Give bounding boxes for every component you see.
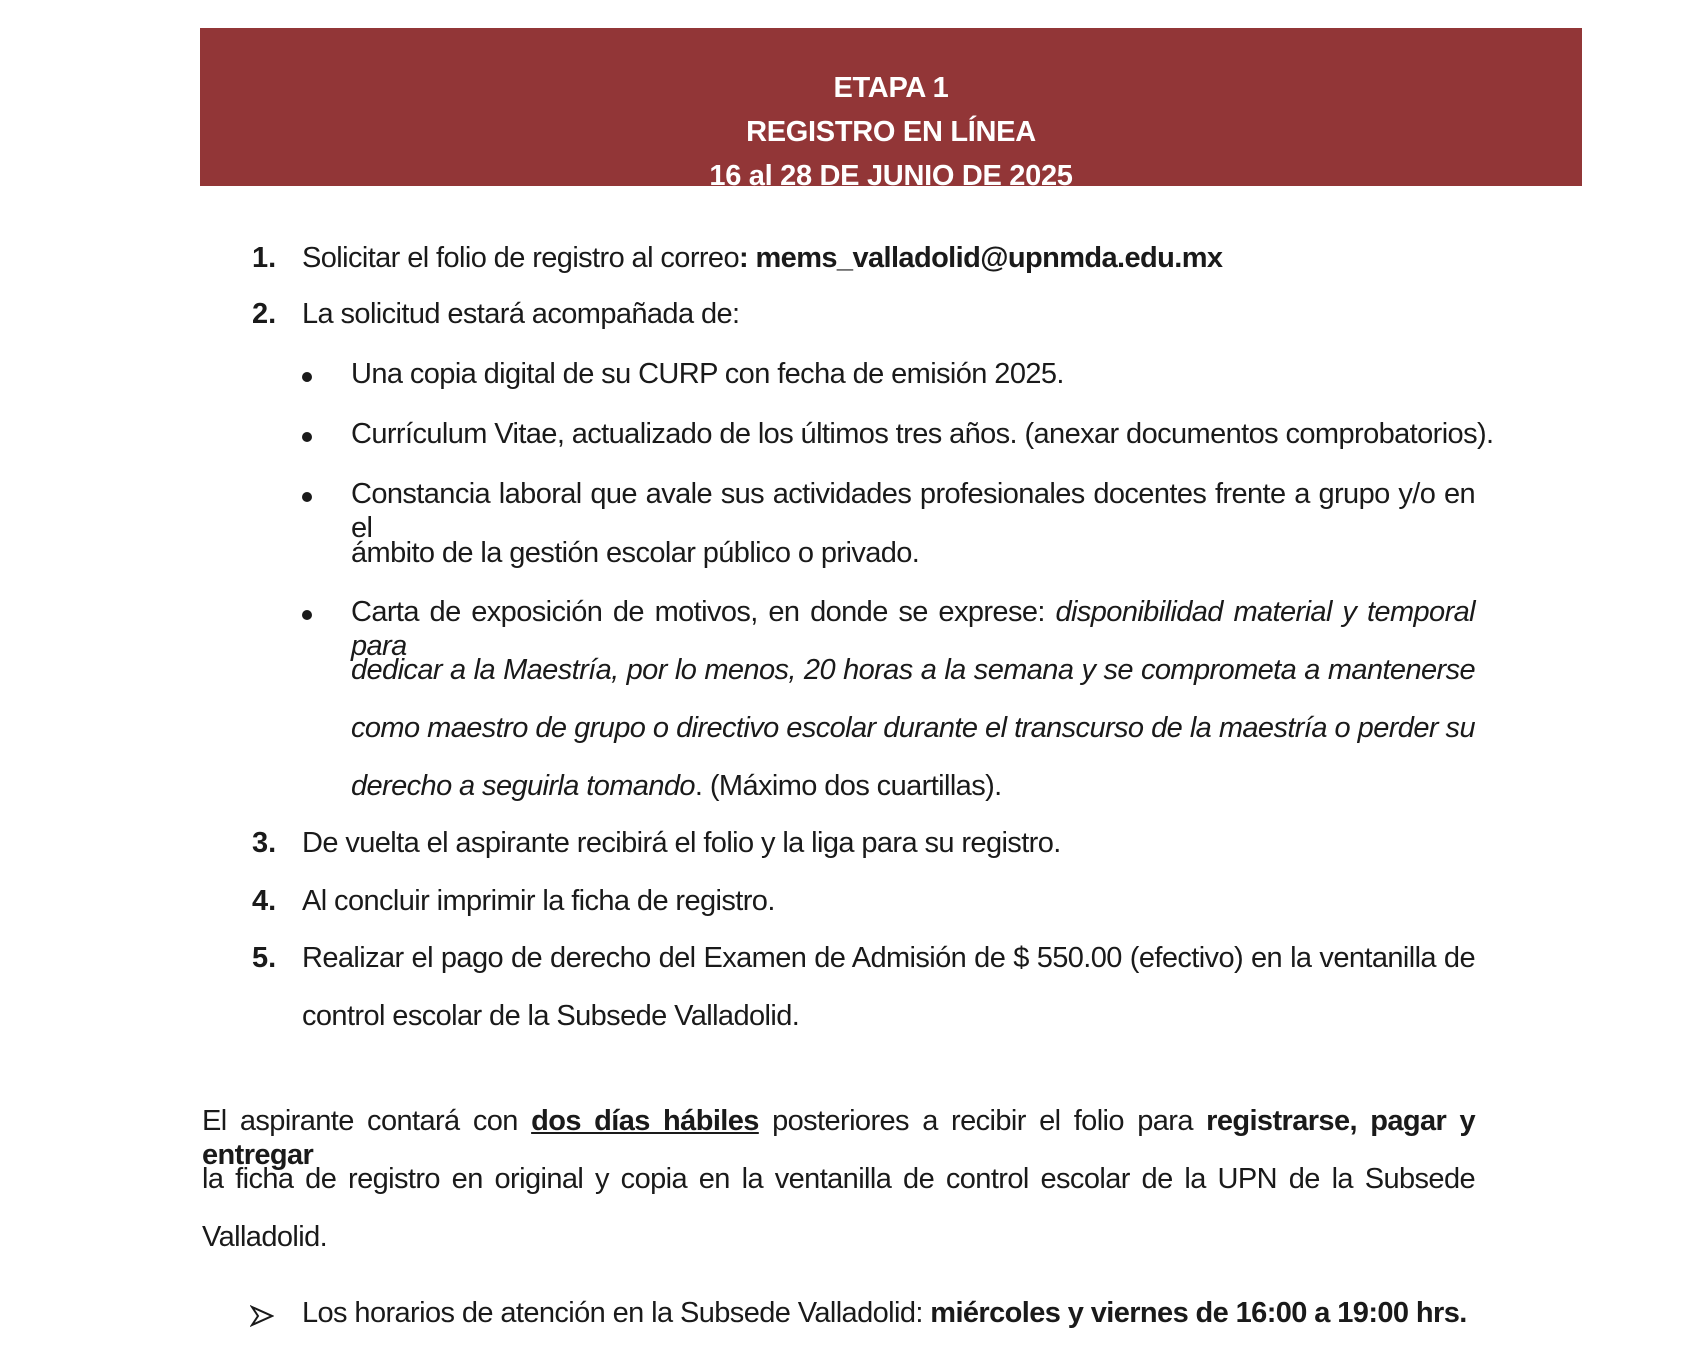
note-deadline: dos días hábiles: [531, 1105, 759, 1137]
schedule-text: [302, 1296, 1467, 1330]
step-number: 2.: [252, 298, 277, 330]
note-part2: posteriores a recibir el folio para: [758, 1105, 1207, 1137]
note-line2: la ficha de registro en original y copia en la ventanilla de control escolar de la UPN de la Subsede: [202, 1163, 1475, 1195]
bullet-icon: [302, 610, 312, 620]
bullet-icon: [302, 372, 312, 382]
contact-email: : mems_valladolid@upnmda.edu.mx: [738, 242, 1223, 274]
step-2-text: La solicitud estará acompañada de:: [302, 298, 740, 330]
schedule-hours: miércoles y viernes de 16:00 a 19:00 hrs.: [930, 1297, 1467, 1329]
bullet-icon: [302, 432, 312, 442]
bullet-icon: [302, 492, 312, 502]
requirement-cv: Currículum Vitae, actualizado de los últimos tres años. (anexar documentos comprobatorios).: [351, 418, 1494, 450]
requirement-curp: Una copia digital de su CURP con fecha de emisión 2025.: [351, 358, 1064, 390]
schedule-label: Los horarios de atención en la Subsede Valladolid:: [302, 1297, 931, 1329]
step-3-text: De vuelta el aspirante recibirá el folio y la liga para su registro.: [302, 827, 1061, 859]
stage-title: ETAPA 1: [833, 72, 949, 104]
step-5-line1: Realizar el pago de derecho del Examen de Admisión de $ 550.00 (efectivo) en la ventanilla de: [302, 942, 1475, 974]
note-part1: El aspirante contará con: [202, 1105, 532, 1137]
step-number: 4.: [252, 885, 277, 917]
carta-italic-4: derecho a seguirla tomando: [351, 770, 695, 802]
step-5-line2: control escolar de la Subsede Valladolid.: [302, 1000, 800, 1032]
stage-header: [200, 28, 1582, 192]
requirement-constancia-line1: Constancia laboral que avale sus actividades profesionales docentes frente a grupo y/o en el: [351, 478, 1475, 544]
requirement-carta-line4: [351, 769, 1002, 803]
stage-subtitle: REGISTRO EN LÍNEA: [746, 116, 1036, 148]
carta-italic-1: disponibilidad material y temporal para: [351, 596, 1475, 662]
note-line3: Valladolid.: [202, 1221, 328, 1253]
step-number: 3.: [252, 827, 277, 859]
carta-intro: Carta de exposición de motivos, en donde se exprese:: [351, 596, 1056, 628]
carta-end: . (Máximo dos cuartillas).: [694, 770, 1002, 802]
step-4-text: Al concluir imprimir la ficha de registro.: [302, 885, 775, 917]
requirement-carta-line2: dedicar a la Maestría, por lo menos, 20 horas a la semana y se comprometa a mantenerse: [351, 654, 1475, 686]
step-number: 1.: [252, 242, 277, 274]
requirement-constancia-line2: ámbito de la gestión escolar público o privado.: [351, 537, 920, 569]
arrow-bullet-icon: [250, 1297, 274, 1331]
stage-dates: 16 al 28 DE JUNIO DE 2025: [709, 160, 1073, 192]
step-1-text: [302, 241, 1222, 275]
requirement-carta-line3: como maestro de grupo o directivo escolar durante el transcurso de la maestría o perder su: [351, 712, 1475, 744]
step-1-label: Solicitar el folio de registro al correo: [302, 242, 739, 274]
step-number: 5.: [252, 942, 277, 974]
note-actions: registrarse, pagar y entregar: [202, 1105, 1475, 1171]
